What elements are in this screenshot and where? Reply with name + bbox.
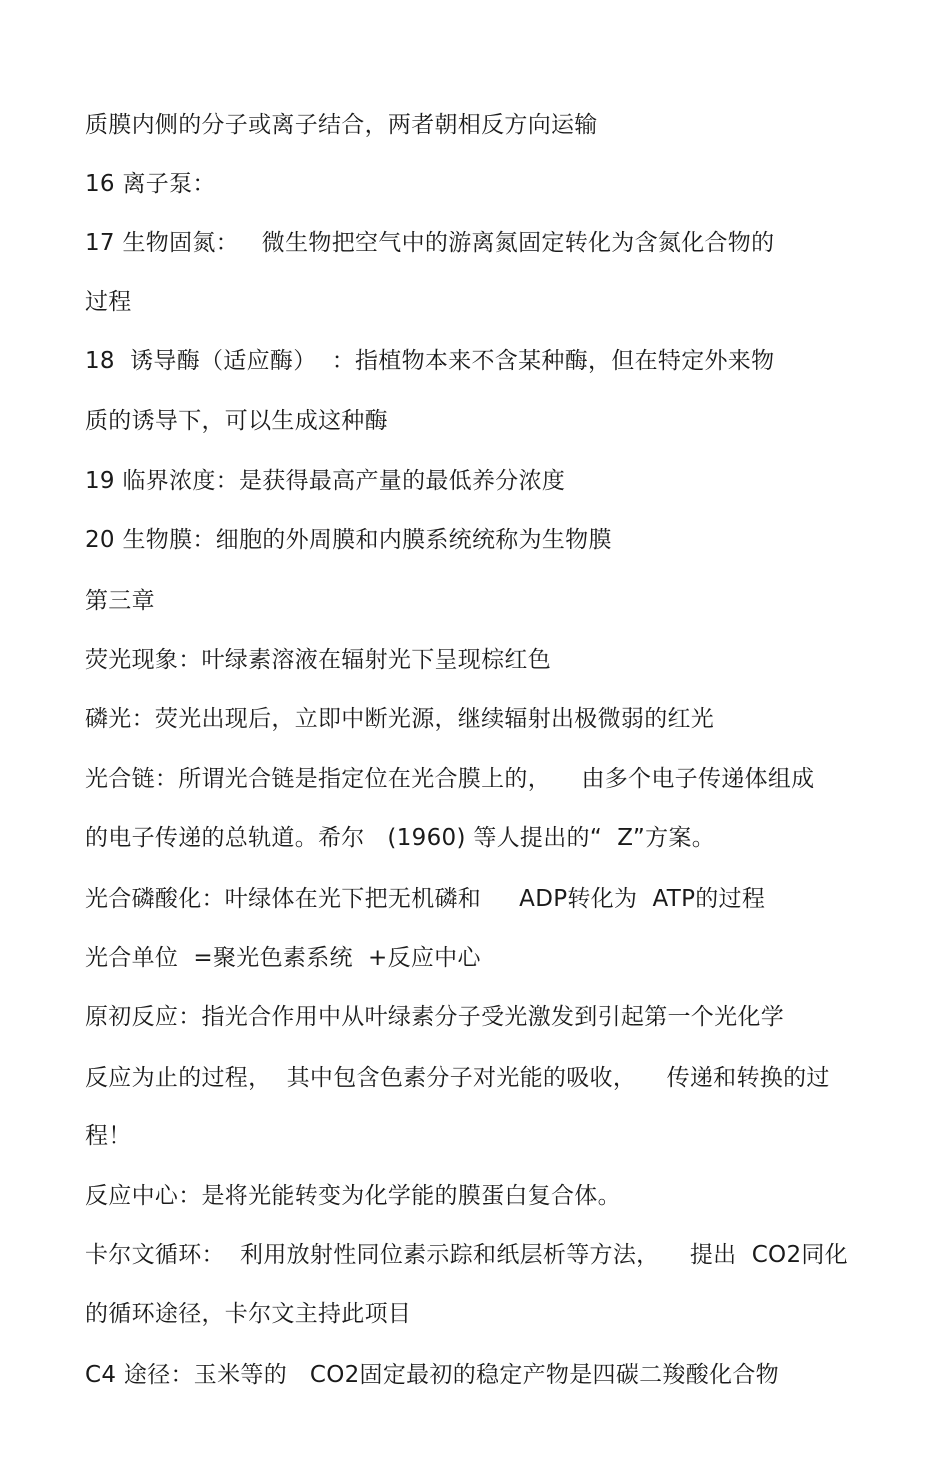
text-line: 17 生物固氮： 微生物把空气中的游离氮固定转化为含氮化合物的 [85,230,775,256]
text-line: 20 生物膜：细胞的外周膜和内膜系统统称为生物膜 [85,527,612,553]
text-line: 18 诱导酶（适应酶） ：指植物本来不含某种酶，但在特定外来物 [85,348,775,374]
text-line: 的电子传递的总轨道。希尔 (1960) 等人提出的“ Z”方案。 [85,825,716,851]
text-line: 的循环途径，卡尔文主持此项目 [85,1301,412,1327]
text-line: 质的诱导下，可以生成这种酶 [85,408,388,434]
text-line: 16 离子泵： [85,171,216,197]
text-line: 光合链：所谓光合链是指定位在光合膜上的， 由多个电子传递体组成 [85,766,815,792]
text-line: 质膜内侧的分子或离子结合，两者朝相反方向运输 [85,112,598,138]
text-line: 卡尔文循环： 利用放射性同位素示踪和纸层析等方法， 提出 CO2同化 [85,1242,848,1268]
text-line: 原初反应：指光合作用中从叶绿素分子受光激发到引起第一个光化学 [85,1004,784,1030]
text-line: 19 临界浓度：是获得最高产量的最低养分浓度 [85,468,566,494]
text-line: 反应中心：是将光能转变为化学能的膜蛋白复合体。 [85,1183,621,1209]
text-line: 光合磷酸化：叶绿体在光下把无机磷和 ADP转化为 ATP的过程 [85,886,766,912]
section-heading: 第三章 [85,588,155,614]
text-line: 反应为止的过程， 其中包含色素分子对光能的吸收， 传递和转换的过 [85,1065,830,1091]
text-line: 程！ [85,1123,132,1149]
text-line: 磷光：荧光出现后，立即中断光源，继续辐射出极微弱的红光 [85,706,715,732]
text-line: 光合单位 =聚光色素系统 +反应中心 [85,945,481,971]
text-line: C4 途径：玉米等的 CO2固定最初的稳定产物是四碳二羧酸化合物 [85,1362,779,1388]
text-line: 荧光现象：叶绿素溶液在辐射光下呈现棕红色 [85,647,551,673]
text-line: 过程 [85,289,132,315]
